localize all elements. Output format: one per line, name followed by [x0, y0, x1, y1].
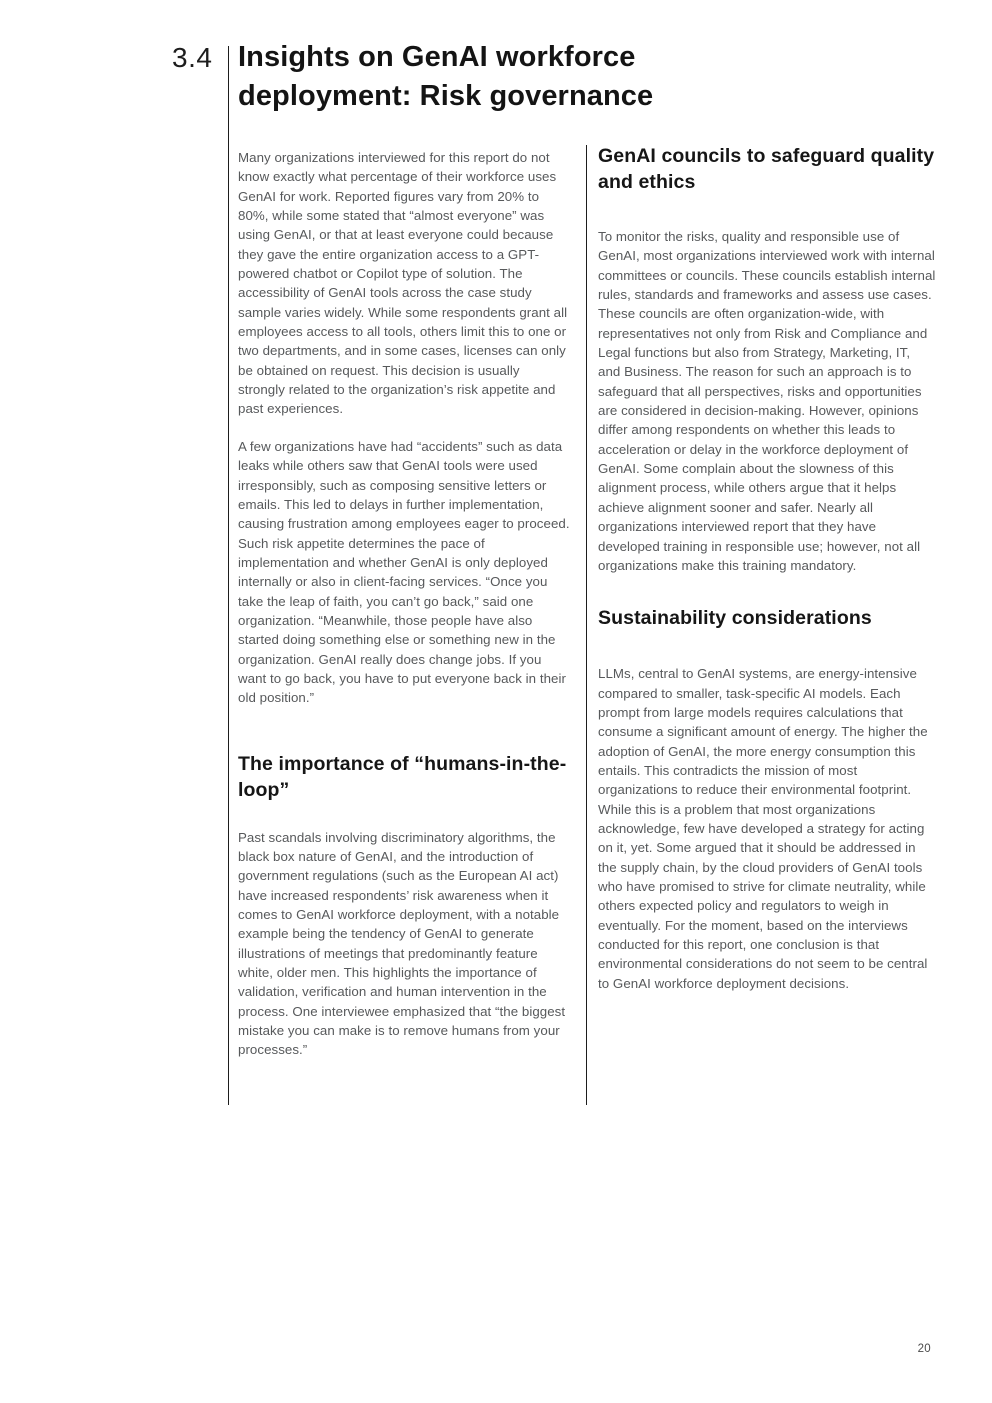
subheading-humans-in-the-loop: The importance of “humans-in-the-loop” [238, 752, 567, 801]
column-divider-rule [586, 145, 587, 1105]
section-number: 3.4 [172, 42, 213, 73]
left-column-rule [228, 46, 229, 1105]
subheading-sustainability: Sustainability considerations [598, 607, 872, 630]
subheading-genai-councils: GenAI councils to safeguard quality and ethics [598, 145, 935, 193]
paragraph-sustainability: LLMs, central to GenAI systems, are energy-intensive compared to smaller, task-specific AI models. Each prompt from large models requires calculations that consume a significant amount of energy. The higher the adoption of GenAI, the more energy consumption this entails. This contradicts the mission of most organizations to reduce their environmental footprint. While this is a problem that most organizations acknowledge, few have developed a strategy for acting on it, yet. Some argued that it should be addressed in the supply chain, by the cloud providers of GenAI tools who have promised to strive for climate neutrality, while others expected policy and regulators to weigh in eventually. For the moment, based on the interviews conducted for this report, one conclusion is that environmental considerations do not seem to be central to GenAI workforce deployment decisions. [598, 666, 928, 991]
paragraph-genai-usage: Many organizations interviewed for this report do not know exactly what percentage of their workforce uses GenAI for work. Reported figures vary from 20% to 80%, while some stated that “almost everyone” was using GenAI, or that at least everyone could because they gave the entire organization access to a GPT-powered chatbot or Copilot type of solution. The accessibility of GenAI tools across the case study sample varies widely. While some respondents grant all employees access to all tools, others limit this to one or two departments, and in some cases, licenses can only be obtained on request. This decision is usually strongly related to the organization’s risk appetite and past experiences. [238, 150, 568, 417]
right-column [598, 143, 936, 993]
paragraph-past-scandals: Past scandals involving discriminatory algorithms, the black box nature of GenAI, and the introduction of government regulations (such as the European AI act) have increased respondents’ risk awareness when it comes to GenAI workforce deployment, with a notable example being the tendency of GenAI to generate illustrations of meetings that predominantly feature white, older men. This highlights the importance of validation, verification and human intervention in the process. One interviewee emphasized that “the biggest mistake you can make is to remove humans from your processes.” [238, 829, 566, 1058]
page-number: 20 [917, 1343, 931, 1355]
page-title: Insights on GenAI workforce deployment: Risk governance [238, 41, 654, 112]
left-column [238, 148, 570, 1060]
paragraph-accidents: A few organizations have had “accidents” such as data leaks while others saw that GenAI tools were used irresponsibly, such as composing sensitive letters or emails. This led to delays in further implementation, causing frustration among employees eager to proceed. Such risk appetite determines the pace of implementation and whether GenAI is only deployed internally or also in client-facing services. “Once you take the leap of faith, you can’t go back,” said one organization. “Meanwhile, those people have also started doing something else or something new in the organization. GenAI really does change jobs. If you want to go back, you have to put everyone back in their old position.” [238, 438, 570, 706]
paragraph-genai-councils: To monitor the risks, quality and responsible use of GenAI, most organizations interviewed work with internal committees or councils. These councils establish internal rules, standards and frameworks and assess use cases. These councils are often organization-wide, with representatives not only from Risk and Compliance and Legal functions but also from Strategy, Marketing, IT, and Business. The reason for such an approach is to safeguard that all perspectives, risks and opportunities are considered in decision-making. However, opinions differ among respondents on whether this leads to acceleration or delay in the workforce deployment of GenAI. Some complain about the slowness of this alignment process, while others argue that it helps achieve alignment sooner and safer. Nearly all organizations interviewed report that they have developed training in responsible use; however, not all organizations make this training mandatory. [598, 229, 936, 573]
